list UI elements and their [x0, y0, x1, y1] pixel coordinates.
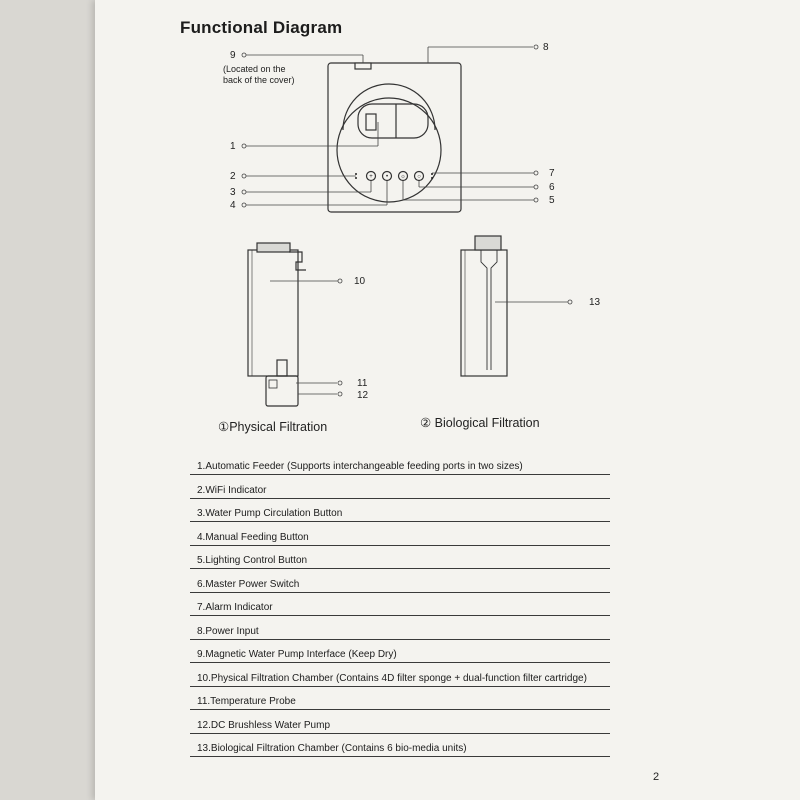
- pump-inlet: [269, 380, 277, 388]
- physical-chamber-grille: [257, 243, 290, 252]
- feeder-dial-inner-arc: [343, 84, 435, 130]
- alarm-indicator-dot-bottom: [431, 177, 433, 179]
- legend-item-1: [190, 452, 610, 475]
- wifi-indicator-dot-top: [355, 173, 357, 175]
- callout-1: 1: [230, 141, 236, 152]
- leader-12-end: [338, 392, 342, 396]
- legend-text: 6.Master Power Switch: [197, 579, 300, 590]
- leader-7-end: [534, 171, 538, 175]
- caption-physical-filtration: ①Physical Filtration: [218, 420, 328, 434]
- callout-8: 8: [543, 42, 549, 53]
- leader-11-end: [338, 381, 342, 385]
- biological-chamber-body: [461, 250, 507, 376]
- legend-item-11: [190, 687, 610, 710]
- biological-filtration-chamber: [461, 236, 507, 376]
- page-title: Functional Diagram: [180, 18, 343, 37]
- leader-3-end: [242, 190, 246, 194]
- callout-11: 11: [357, 378, 368, 389]
- pump-button-icon: +: [369, 174, 373, 181]
- front-view-leaders: [246, 47, 534, 205]
- leader-10-end: [338, 279, 342, 283]
- magnetic-interface-slot: [355, 63, 371, 69]
- physical-leaders: [270, 281, 338, 394]
- biological-channel-left: [481, 250, 487, 370]
- pump-connector: [277, 360, 287, 376]
- page-number: 2: [653, 771, 660, 783]
- front-view-unit: [328, 63, 461, 212]
- callout-4: 4: [230, 200, 236, 211]
- callout-7: 7: [549, 168, 555, 179]
- physical-chamber-body: [248, 250, 298, 376]
- legend-item-7: [190, 593, 610, 616]
- leader-4-end: [242, 203, 246, 207]
- callout-12: 12: [357, 390, 369, 401]
- feeder-port-capsule: [358, 104, 428, 138]
- legend-item-4: [190, 523, 610, 546]
- legend-text: 8.Power Input: [197, 626, 259, 637]
- feeder-latch: [366, 114, 376, 130]
- legend-text: 3.Water Pump Circulation Button: [197, 508, 343, 519]
- callout-5: 5: [549, 195, 555, 206]
- leader-2-end: [242, 174, 246, 178]
- legend-item-2: [190, 476, 610, 499]
- callout-9: 9: [230, 50, 236, 61]
- legend-text: 4.Manual Feeding Button: [197, 532, 309, 543]
- legend-item-10: [190, 664, 610, 687]
- legend-item-6: [190, 570, 610, 593]
- biological-channel-right: [491, 250, 497, 370]
- legend-item-9: [190, 640, 610, 663]
- legend-text: 13.Biological Filtration Chamber (Contains 6 bio-media units): [197, 743, 467, 754]
- leader-1-end: [242, 144, 246, 148]
- dc-water-pump-body: [266, 376, 298, 406]
- legend-item-3: [190, 499, 610, 522]
- leader-9-end: [242, 53, 246, 57]
- legend-text: 7.Alarm Indicator: [197, 602, 273, 613]
- light-button-icon: ☼: [400, 174, 406, 181]
- feed-button-icon: •: [385, 174, 389, 181]
- legend-item-5: [190, 546, 610, 569]
- callout-10: 10: [354, 276, 366, 287]
- callout-6: 6: [549, 182, 555, 193]
- legend-text: 12.DC Brushless Water Pump: [197, 720, 331, 731]
- leader-13-end: [568, 300, 572, 304]
- callout-13: 13: [589, 297, 601, 308]
- callout-9-note-line2: back of the cover): [223, 75, 295, 85]
- legend-item-12: [190, 711, 610, 734]
- biological-chamber-grille: [475, 236, 501, 250]
- legend-text: 2.WiFi Indicator: [197, 485, 267, 496]
- callout-3: 3: [230, 187, 236, 198]
- callout-9-note-line1: (Located on the: [223, 64, 286, 74]
- legend-item-13: [190, 734, 610, 757]
- callout-2: 2: [230, 171, 236, 182]
- power-button-icon: ○: [417, 174, 421, 181]
- legend-text: 5.Lighting Control Button: [197, 555, 308, 566]
- leader-5-end: [534, 198, 538, 202]
- caption-biological-filtration: ② Biological Filtration: [420, 416, 540, 430]
- legend-text: 10.Physical Filtration Chamber (Contains 4D filter sponge + dual-function filter cartridge): [197, 673, 587, 684]
- feeder-dial-outer: [337, 98, 441, 202]
- legend-text: 11.Temperature Probe: [197, 696, 296, 707]
- physical-filtration-chamber: [248, 243, 306, 406]
- legend-text: 9.Magnetic Water Pump Interface (Keep Dry): [197, 649, 397, 660]
- wifi-indicator-dot-bottom: [355, 177, 357, 179]
- legend-text: 1.Automatic Feeder (Supports interchangeable feeding ports in two sizes): [197, 461, 523, 472]
- leader-8-end: [534, 45, 538, 49]
- legend-item-8: [190, 617, 610, 640]
- leader-6-end: [534, 185, 538, 189]
